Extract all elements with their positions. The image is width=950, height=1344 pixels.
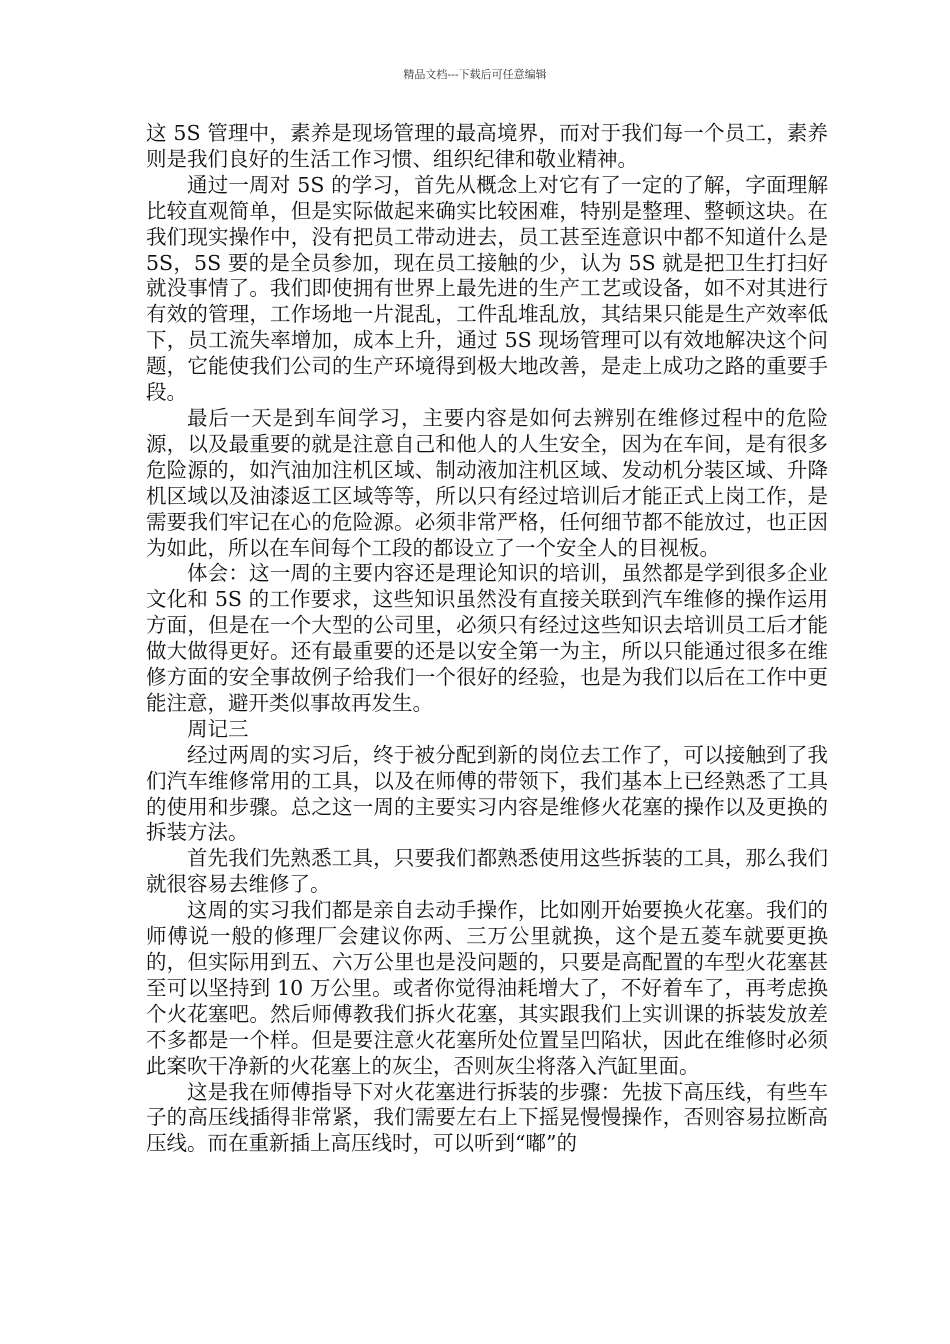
paragraph-6: 首先我们先熟悉工具，只要我们都熟悉使用这些拆装的工具，那么我们就很容易去维修了。 [146,846,828,897]
paragraph-8: 这是我在师傅指导下对火花塞进行拆装的步骤：先拔下高压线，有些车子的高压线插得非常紧，我们需要左右上下摇晃慢慢操作，否则容易拉断高压线。而在重新插上高压线时，可以听到“嘟”的 [146,1079,828,1156]
paragraph-3: 最后一天是到车间学习，主要内容是如何去辨别在维修过程中的危险源，以及最重要的就是注意自己和他人的人生安全，因为在车间，是有很多危险源的，如汽油加注机区域、制动液加注机区域、发动机分装区域、升降机区域以及油漆返工区域等等，所以只有经过培训后才能正式上岗工作，是需要我们牢记在心的危险源。必须非常严格，任何细节都不能放过，也正因为如此，所以在车间每个工段的都设立了一个安全人的目视板。 [146,405,828,560]
section-heading-weekly-journal-3: 周记三 [187,716,249,741]
page-header: 精品文档---下载后可任意编辑 [403,68,547,81]
paragraph-4: 体会：这一周的主要内容还是理论知识的培训，虽然都是学到很多企业文化和 5S 的工作要求，这些知识虽然没有直接关联到汽车维修的操作运用方面，但是在一个大型的公司里，必须只有经过这些知识去培训员工后才能做大做得更好。还有最重要的还是以安全第一为主，所以只能通过很多在维修方面的安全事故例子给我们一个很好的经验，也是为我们以后在工作中更能注意，避开类似事故再发生。 [146,561,828,715]
paragraph-5: 经过两周的实习后，终于被分配到新的岗位去工作了，可以接触到了我们汽车维修常用的工具，以及在师傅的带领下，我们基本上已经熟悉了工具的使用和步骤。总之这一周的主要实习内容是维修火花塞的操作以及更换的拆装方法。 [146,742,828,845]
paragraph-7: 这周的实习我们都是亲自去动手操作，比如刚开始要换火花塞。我们的师傅说一般的修理厂会建议你两、三万公里就换，这个是五菱车就要更换的，但实际用到五、六万公里也是没问题的，只要是高配置的车型火花塞甚至可以坚持到 10 万公里。或者你觉得油耗增大了，不好着车了，再考虑换个火花塞吧。然后师傅教我们拆火花塞，其实跟我们上实训课的拆装发放差不多都是一个样。但是要注意火花塞所处位置呈凹陷状，因此在维修时必须此案吹干净新的火花塞上的灰尘，否则灰尘将落入汽缸里面。 [146,898,828,1078]
paragraph-2: 通过一周对 5S 的学习，首先从概念上对它有了一定的了解，字面理解比较直观简单，但是实际做起来确实比较困难，特别是整理、整顿这块。在我们现实操作中，没有把员工带动进去，员工甚至连意识中都不知道什么是 5S，5S 要的是全员参加，现在员工接触的少，认为 5S 就是把卫生打扫好就没事情了。我们即使拥有世界上最先进的生产工艺或设备，如不对其进行有效的管理，工作场地一片混乱，工件乱堆乱放，其结果只能是生产效率低下，员工流失率增加，成本上升，通过 5S 现场管理可以有效地解决这个问题，它能使我们公司的生产环境得到极大地改善，是走上成功之路的重要手段。 [146,172,828,405]
paragraph-1: 这 5S 管理中，素养是现场管理的最高境界，而对于我们每一个员工，素养则是我们良好的生活工作习惯、组织纪律和敬业精神。 [146,121,828,171]
document-body [146,121,828,1157]
